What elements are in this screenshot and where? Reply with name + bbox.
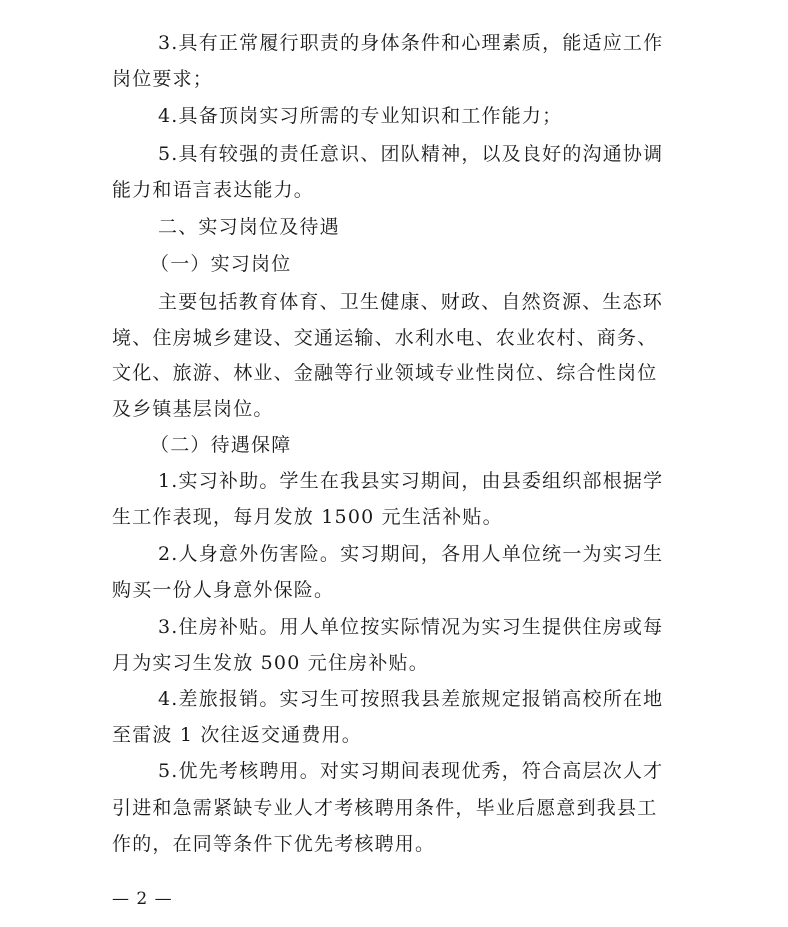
posts-line-4: 及乡镇基层岗位。 (112, 398, 274, 420)
subheading-internship-posts: （一）实习岗位 (150, 253, 292, 275)
benefit-3-line-1: 3.住房补贴。用人单位按实际情况为实习生提供住房或每 (158, 616, 664, 638)
requirement-3-line-2: 岗位要求； (112, 68, 214, 90)
requirement-3-line-1: 3.具有正常履行职责的身体条件和心理素质，能适应工作 (158, 32, 664, 54)
page-number: — 2 — (112, 889, 173, 909)
benefit-1-line-1: 1.实习补助。学生在我县实习期间，由县委组织部根据学 (158, 470, 664, 492)
benefit-1-line-2: 生工作表现，每月发放 1500 元生活补贴。 (112, 506, 503, 528)
posts-line-3: 文化、旅游、林业、金融等行业领域专业性岗位、综合性岗位 (112, 362, 658, 384)
posts-line-2: 境、住房城乡建设、交通运输、水利水电、农业农村、商务、 (112, 327, 658, 349)
benefit-2-line-2: 购买一份人身意外保险。 (112, 579, 335, 601)
section-heading-internship-posts: 二、实习岗位及待遇 (158, 216, 340, 238)
benefit-4-line-1: 4.差旅报销。实习生可按照我县差旅规定报销高校所在地 (158, 688, 664, 710)
benefit-3-line-2: 月为实习生发放 500 元住房补贴。 (112, 652, 429, 674)
requirement-5-line-2: 能力和语言表达能力。 (112, 179, 315, 201)
benefit-4-line-2: 至雷波 1 次往返交通费用。 (112, 724, 362, 746)
benefit-5-line-1: 5.优先考核聘用。对实习期间表现优秀，符合高层次人才 (158, 760, 664, 782)
posts-line-1: 主要包括教育体育、卫生健康、财政、自然资源、生态环 (158, 291, 664, 313)
benefit-2-line-1: 2.人身意外伤害险。实习期间，各用人单位统一为实习生 (158, 543, 664, 565)
requirement-5-line-1: 5.具有较强的责任意识、团队精神，以及良好的沟通协调 (158, 143, 664, 165)
benefit-5-line-2: 引进和急需紧缺专业人才考核聘用条件，毕业后愿意到我县工 (112, 797, 658, 819)
benefit-5-line-3: 作的，在同等条件下优先考核聘用。 (112, 833, 436, 855)
requirement-4: 4.具备顶岗实习所需的专业知识和工作能力； (158, 105, 563, 127)
subheading-benefits: （二）待遇保障 (150, 434, 292, 456)
